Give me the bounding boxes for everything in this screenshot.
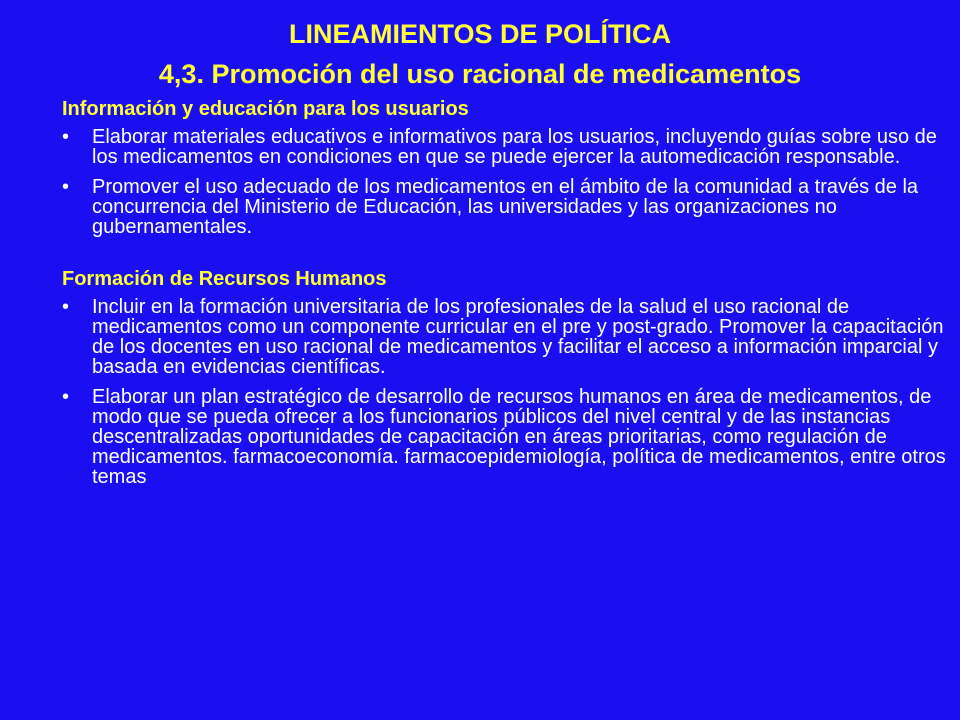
bullet-dot-icon: •: [62, 176, 70, 198]
slide-title: LINEAMIENTOS DE POLÍTICA: [288, 19, 672, 49]
section-formacion-recursos-humanos: [62, 267, 952, 487]
slide-subtitle: 4,3. Promoción del uso racional de medicamentos: [158, 59, 802, 89]
bullet-item: [62, 127, 952, 167]
bullet-text: Incluir en la formación universitaria de los profesionales de la salud el uso racional de medicamentos como un componente curricular en el pre y post-grado. Promover la capacitación de los docentes en uso racional de medicamentos y facilitar el acceso a información imparcial y basada en evidencias científicas.: [92, 296, 944, 378]
bullet-dot-icon: •: [62, 296, 70, 318]
bullet-text: Elaborar materiales educativos e informativos para los usuarios, incluyendo guías sobre uso de los medicamentos en condiciones en que se puede ejercer la automedicación responsable.: [92, 126, 937, 168]
bullet-list: [62, 127, 952, 237]
bullet-item: [62, 297, 952, 377]
bullet-item: [62, 387, 952, 487]
bullet-text: Elaborar un plan estratégico de desarrollo de recursos humanos en área de medicamentos, de modo que se pueda ofrecer a los funcionarios públicos del nivel central y de las instancias descentralizadas oportunidades de capacitación en áreas prioritarias, como regulación de medicamentos. farmacoeconomía. farmacoepidemiología, política de medicamentos, entre otros temas: [92, 386, 946, 488]
bullet-item: [62, 177, 952, 237]
bullet-dot-icon: •: [62, 126, 70, 148]
section-heading: Formación de Recursos Humanos: [62, 268, 387, 290]
section-informacion-educacion: [62, 97, 952, 237]
bullet-text: Promover el uso adecuado de los medicamentos en el ámbito de la comunidad a través de la concurrencia del Ministerio de Educación, las universidades y las organizaciones no gubernamentales.: [92, 176, 919, 238]
bullet-dot-icon: •: [62, 386, 70, 408]
bullet-list: [62, 297, 952, 487]
slide-content: [62, 97, 952, 487]
section-heading: Información y educación para los usuarios: [62, 98, 469, 120]
